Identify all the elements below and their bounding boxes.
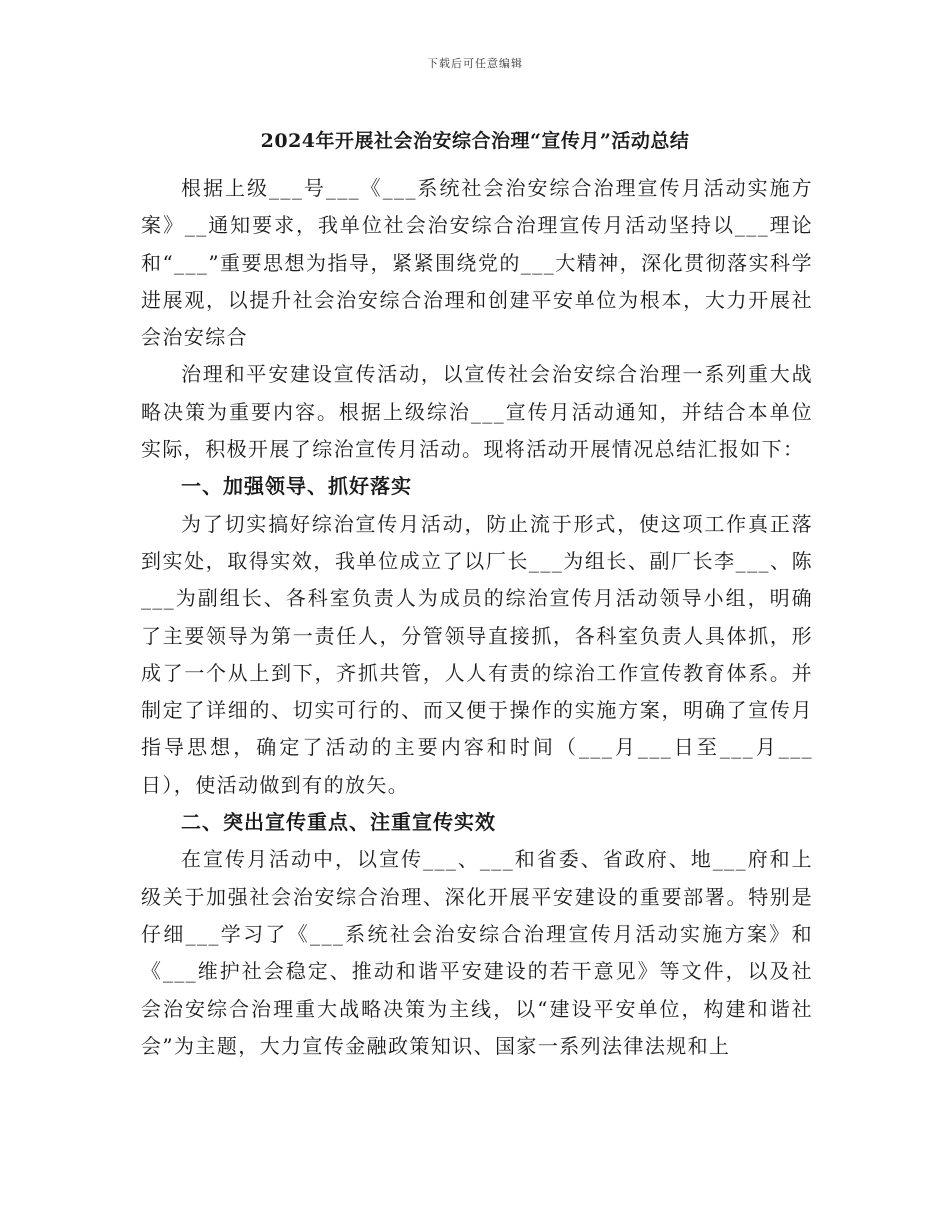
paragraph-intro: 根据上级___号___《___系统社会治安综合治理宣传月活动实施方案》__通知要求，我单位社会治安综合治理宣传月活动坚持以___理论和“___”重要思想为指导，紧紧围绕党的___大精神，深化贯彻落实科学进展观，以提升社会治安综合治理和创建平安单位为根本，大力开展社会治安综合 — [141, 176, 813, 350]
document-title: 2024年开展社会治安综合治理“宣传月”活动总结 — [260, 130, 690, 152]
paragraph-intro-continued: 治理和平安建设宣传活动，以宣传社会治安综合治理一系列重大战略决策为重要内容。根据上级综治___宣传月活动通知，并结合本单位实际，积极开展了综治宣传月活动。现将活动开展情况总结汇报如下： — [141, 362, 813, 462]
section-heading-2: 二、突出宣传重点、注重宣传实效 — [181, 810, 496, 835]
page-header-note: 下载后可任意编辑 — [427, 57, 523, 70]
paragraph-section-1: 为了切实搞好综治宣传月活动，防止流于形式，使这项工作真正落到实处，取得实效，我单位成立了以厂长___为组长、副厂长李___、陈___为副组长、各科室负责人为成员的综治宣传月活动领导小组，明确了主要领导为第一责任人，分管领导直接抓，各科室负责人具体抓，形成了一个从上到下，齐抓共管，人人有责的综治工作宣传教育体系。并制定了详细的、切实可行的、而又便于操作的实施方案，明确了宣传月指导思想，确定了活动的主要内容和时间（___月___日至___月___日），使活动做到有的放矢。 — [141, 511, 813, 797]
section-heading-1: 一、加强领导、抓好落实 — [181, 474, 412, 499]
paragraph-section-2: 在宣传月活动中，以宣传___、___和省委、省政府、地___府和上级关于加强社会治安综合治理、深化开展平安建设的重要部署。特别是仔细___学习了《___系统社会治安综合治理宣传月活动实施方案》和《___维护社会稳定、推动和谐平安建设的若干意见》等文件，以及社会治安综合治理重大战略决策为主线，以“建设平安单位，构建和谐社会”为主题，大力宣传金融政策知识、国家一系列法律法规和上 — [141, 847, 813, 1058]
document-body — [141, 170, 813, 1065]
